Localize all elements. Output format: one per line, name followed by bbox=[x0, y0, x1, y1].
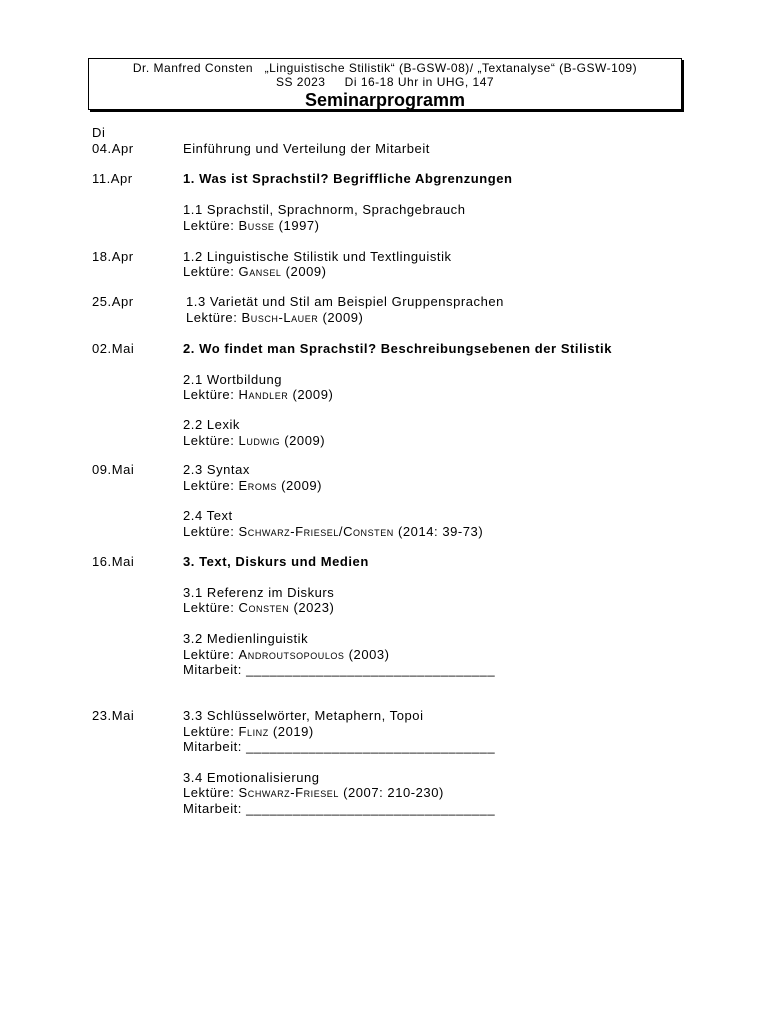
participation-label: Mitarbeit: bbox=[183, 738, 242, 754]
course-titles: „Linguistische Stilistik“ (B-GSW-08)/ „Textanalyse“ (B-GSW-109) bbox=[264, 61, 638, 75]
participation-blank: ________________________________ bbox=[246, 800, 496, 816]
reading-year: (2009) bbox=[285, 263, 327, 279]
reading-line bbox=[183, 478, 322, 493]
session-topic: Einführung und Verteilung der Mitarbeit bbox=[183, 140, 430, 156]
time-place: Di 16-18 Uhr in UHG, 147 bbox=[344, 75, 495, 89]
session-weekday: Di bbox=[92, 124, 106, 140]
reading-line bbox=[183, 724, 314, 739]
reading-line bbox=[183, 785, 444, 800]
reading-label: Lektüre: bbox=[183, 432, 235, 448]
reading-line bbox=[183, 264, 327, 279]
session-date: 04.Apr bbox=[92, 140, 134, 156]
reading-author: Schwarz-Friesel bbox=[238, 784, 339, 800]
reading-label: Lektüre: bbox=[183, 646, 235, 662]
topic-title: 3.2 Medienlinguistik bbox=[183, 630, 309, 646]
reading-year: (2014: 39-73) bbox=[398, 523, 484, 539]
reading-author: Ludwig bbox=[238, 432, 281, 448]
topic-title: 1.3 Varietät und Stil am Beispiel Gruppensprachen bbox=[186, 293, 504, 309]
participation-blank: ________________________________ bbox=[246, 738, 496, 754]
participation-blank: ________________________________ bbox=[246, 661, 496, 677]
reading-year: (2009) bbox=[284, 432, 326, 448]
reading-line bbox=[183, 387, 333, 402]
reading-year: (2003) bbox=[348, 646, 390, 662]
topic-title: 1.1 Sprachstil, Sprachnorm, Sprachgebrauch bbox=[183, 201, 466, 217]
reading-label: Lektüre: bbox=[183, 784, 235, 800]
reading-year: (2009) bbox=[292, 386, 334, 402]
reading-year: (2007: 210-230) bbox=[343, 784, 444, 800]
participation-line bbox=[183, 662, 495, 677]
participation-line bbox=[183, 739, 495, 754]
session-date: 11.Apr bbox=[92, 170, 133, 186]
reading-label: Lektüre: bbox=[183, 599, 235, 615]
reading-year: (2009) bbox=[322, 309, 364, 325]
section-heading: 1. Was ist Sprachstil? Begriffliche Abgrenzungen bbox=[183, 170, 513, 186]
reading-author: Schwarz-Friesel/Consten bbox=[238, 523, 394, 539]
reading-line bbox=[186, 310, 363, 325]
reading-year: (2019) bbox=[272, 723, 314, 739]
reading-label: Lektüre: bbox=[183, 523, 235, 539]
reading-author: Busch-Lauer bbox=[241, 309, 319, 325]
reading-line bbox=[183, 218, 320, 233]
reading-line bbox=[183, 600, 334, 615]
topic-title: 3.4 Emotionalisierung bbox=[183, 769, 320, 785]
reading-label: Lektüre: bbox=[183, 386, 235, 402]
reading-label: Lektüre: bbox=[183, 477, 235, 493]
session-date: 18.Apr bbox=[92, 248, 134, 264]
reading-label: Lektüre: bbox=[183, 217, 235, 233]
reading-author: Handler bbox=[238, 386, 289, 402]
topic-title: 2.2 Lexik bbox=[183, 416, 240, 432]
session-date: 16.Mai bbox=[92, 553, 135, 569]
course-info-line bbox=[89, 62, 681, 75]
term-info-line bbox=[89, 76, 681, 89]
topic-title: 3.1 Referenz im Diskurs bbox=[183, 584, 335, 600]
section-heading: 2. Wo findet man Sprachstil? Beschreibungsebenen der Stilistik bbox=[183, 340, 612, 356]
topic-title: 3.3 Schlüsselwörter, Metaphern, Topoi bbox=[183, 707, 424, 723]
reading-line bbox=[183, 433, 325, 448]
reading-author: Busse bbox=[238, 217, 275, 233]
topic-title: 2.1 Wortbildung bbox=[183, 371, 283, 387]
reading-author: Gansel bbox=[238, 263, 282, 279]
reading-year: (2023) bbox=[293, 599, 335, 615]
session-date: 02.Mai bbox=[92, 340, 135, 356]
topic-title: 2.3 Syntax bbox=[183, 461, 250, 477]
term: SS 2023 bbox=[275, 75, 326, 89]
participation-label: Mitarbeit: bbox=[183, 800, 242, 816]
topic-title: 2.4 Text bbox=[183, 507, 233, 523]
reading-author: Androutsopoulos bbox=[238, 646, 345, 662]
topic-title: 1.2 Linguistische Stilistik und Textlinguistik bbox=[183, 248, 452, 264]
reading-label: Lektüre: bbox=[183, 723, 235, 739]
participation-line bbox=[183, 801, 495, 816]
session-date: 09.Mai bbox=[92, 461, 135, 477]
reading-year: (1997) bbox=[278, 217, 320, 233]
reading-author: Eroms bbox=[238, 477, 277, 493]
reading-line bbox=[183, 647, 390, 662]
session-date: 25.Apr bbox=[92, 293, 134, 309]
lecturer-name: Dr. Manfred Consten bbox=[132, 61, 254, 75]
session-date: 23.Mai bbox=[92, 707, 135, 723]
reading-author: Consten bbox=[238, 599, 290, 615]
reading-author: Flinz bbox=[238, 723, 269, 739]
reading-line bbox=[183, 524, 483, 539]
reading-year: (2009) bbox=[281, 477, 323, 493]
reading-label: Lektüre: bbox=[186, 309, 238, 325]
reading-label: Lektüre: bbox=[183, 263, 235, 279]
header-box bbox=[88, 58, 682, 110]
participation-label: Mitarbeit: bbox=[183, 661, 242, 677]
page-title: Seminarprogramm bbox=[304, 90, 466, 110]
section-heading: 3. Text, Diskurs und Medien bbox=[183, 553, 369, 569]
